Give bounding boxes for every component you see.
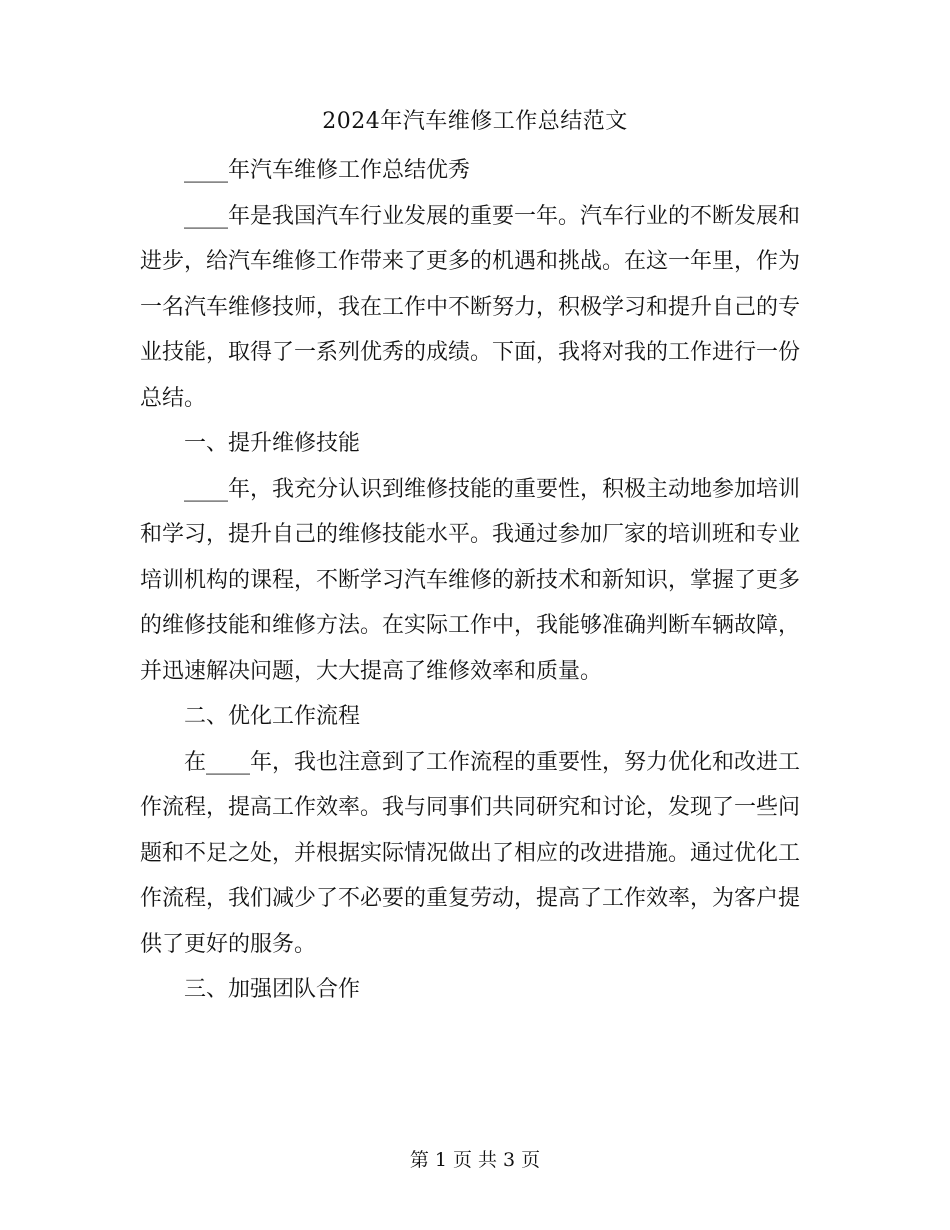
section-paragraph-2: 在____年，我也注意到了工作流程的重要性，努力优化和改进工作流程，提高工作效率。我与同事们共同研究和讨论，发现了一些问题和不足之处，并根据实际情况做出了相应的改进措施。通过优化工作流程，我们减少了不必要的重复劳动，提高了工作效率，为客户提供了更好的服务。 [140, 749, 801, 957]
document-body [140, 148, 800, 1013]
page-footer: 第 1 页 共 3 页 [409, 1149, 541, 1171]
section-heading-1: 一、提升维修技能 [184, 431, 361, 456]
intro-paragraph: ____年是我国汽车行业发展的重要一年。汽车行业的不断发展和进步，给汽车维修工作带来了更多的机遇和挑战。在这一年里，作为一名汽车维修技师，我在工作中不断努力，积极学习和提升自己的专业技能，取得了一系列优秀的成绩。下面，我将对我的工作进行一份总结。 [140, 203, 801, 411]
section-heading-2: 二、优化工作流程 [184, 704, 361, 729]
section-heading-3: 三、加强团队合作 [184, 977, 361, 1002]
section-paragraph-1: ____年，我充分认识到维修技能的重要性，积极主动地参加培训和学习，提升自己的维修技能水平。我通过参加厂家的培训班和专业培训机构的课程，不断学习汽车维修的新技术和新知识，掌握了更多的维修技能和维修方法。在实际工作中，我能够准确判断车辆故障，并迅速解决问题，大大提高了维修效率和质量。 [140, 476, 801, 684]
document-title: 2024年汽车维修工作总结范文 [322, 109, 628, 134]
subtitle-paragraph: ____年汽车维修工作总结优秀 [184, 158, 471, 183]
